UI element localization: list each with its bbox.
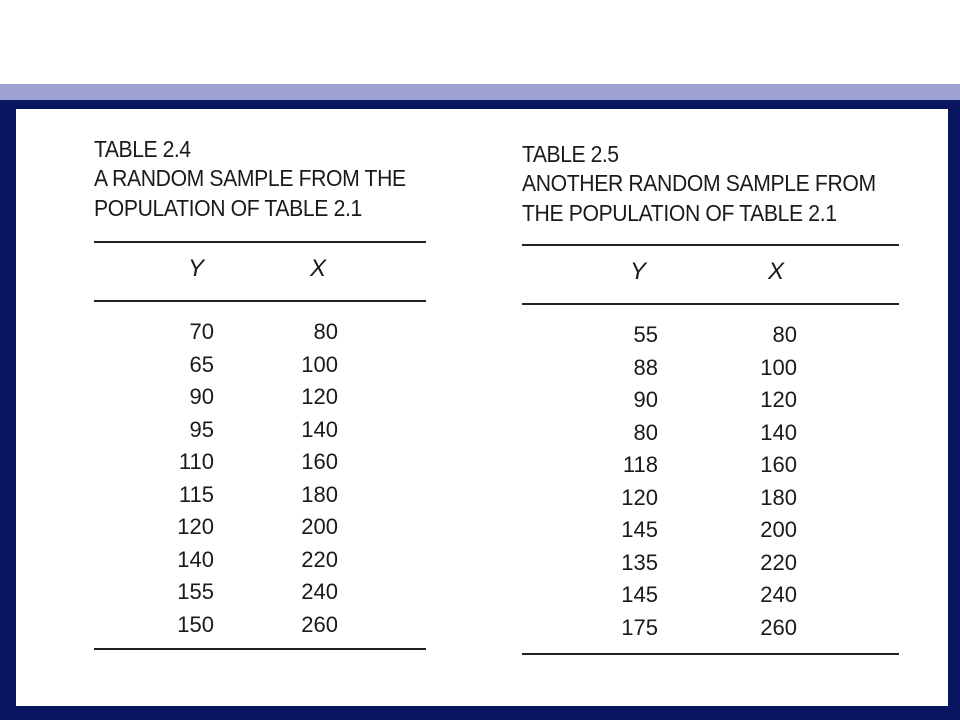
cell-y: 90: [633, 387, 658, 412]
cell-y: 55: [633, 322, 658, 347]
cell-y: 95: [189, 416, 214, 442]
column-header-y: Y: [188, 255, 205, 282]
table-body: [94, 317, 426, 642]
cell-x: 80: [772, 322, 797, 347]
cell-y: 80: [633, 419, 658, 445]
cell-y: 90: [189, 384, 214, 409]
table-header-rule: [94, 300, 426, 302]
table-row: [522, 385, 899, 418]
table-row: [522, 418, 899, 451]
cell-x: 180: [301, 481, 338, 507]
table-header-rule: [522, 303, 899, 305]
cell-x: 140: [760, 419, 797, 445]
table-bottom-rule: [522, 653, 899, 655]
table-row: [94, 447, 426, 480]
cell-y: 120: [177, 514, 214, 539]
cell-y: 70: [189, 319, 214, 344]
cell-x: 200: [301, 514, 338, 539]
cell-x: 120: [760, 387, 797, 412]
table-2-5: [522, 140, 899, 655]
table-row: [94, 317, 426, 350]
table-caption-line-2: POPULATION OF TABLE 2.1: [94, 195, 362, 221]
cell-y: 115: [178, 481, 214, 507]
cell-y: 140: [177, 546, 214, 572]
cell-x: 200: [760, 517, 797, 542]
table-caption-line-1: ANOTHER RANDOM SAMPLE FROM: [522, 170, 876, 196]
cell-x: 80: [313, 319, 338, 344]
column-header-x: X: [768, 258, 785, 285]
table-caption-line-1: A RANDOM SAMPLE FROM THE: [94, 165, 406, 191]
cell-x: 160: [301, 449, 338, 474]
cell-x: 260: [301, 611, 338, 637]
cell-x: 180: [760, 484, 797, 510]
cell-y: 110: [178, 449, 214, 474]
table-caption-line-2: THE POPULATION OF TABLE 2.1: [522, 200, 837, 226]
table-row: [522, 580, 899, 613]
table-header-row: [94, 243, 426, 300]
cell-x: 140: [301, 416, 338, 442]
table-row: [94, 512, 426, 545]
cell-y: 65: [189, 351, 214, 377]
table-row: [94, 415, 426, 448]
cell-x: 220: [301, 546, 338, 572]
table-2-4: [94, 135, 426, 650]
table-row: [94, 382, 426, 415]
table-row: [94, 577, 426, 610]
table-body: [522, 320, 899, 645]
table-row: [94, 610, 426, 643]
table-row: [94, 545, 426, 578]
cell-y: 150: [177, 611, 214, 637]
table-row: [522, 548, 899, 581]
table-row: [522, 483, 899, 516]
cell-x: 100: [301, 351, 338, 377]
table-row: [522, 450, 899, 483]
table-header-row: [522, 246, 899, 303]
table-number: TABLE 2.4: [94, 136, 191, 162]
cell-y: 120: [621, 484, 658, 510]
table-bottom-rule: [94, 648, 426, 650]
cell-x: 260: [760, 614, 797, 640]
cell-x: 220: [760, 549, 797, 575]
table-number: TABLE 2.5: [522, 141, 619, 167]
table-row: [522, 353, 899, 386]
cell-y: 145: [621, 582, 658, 607]
cell-x: 160: [760, 452, 797, 477]
cell-x: 100: [760, 354, 797, 380]
table-row: [522, 515, 899, 548]
cell-x: 240: [760, 582, 797, 607]
cell-y: 155: [177, 579, 214, 604]
cell-y: 135: [621, 549, 658, 575]
cell-y: 88: [633, 354, 658, 380]
cell-x: 240: [301, 579, 338, 604]
slide-accent-band: [0, 84, 960, 100]
column-header-y: Y: [630, 258, 647, 285]
table-row: [94, 480, 426, 513]
table-row: [522, 613, 899, 646]
cell-x: 120: [301, 384, 338, 409]
cell-y: 118: [622, 452, 658, 477]
table-row: [522, 320, 899, 353]
column-header-x: X: [310, 255, 327, 282]
cell-y: 145: [621, 517, 658, 542]
table-row: [94, 350, 426, 383]
cell-y: 175: [621, 614, 658, 640]
